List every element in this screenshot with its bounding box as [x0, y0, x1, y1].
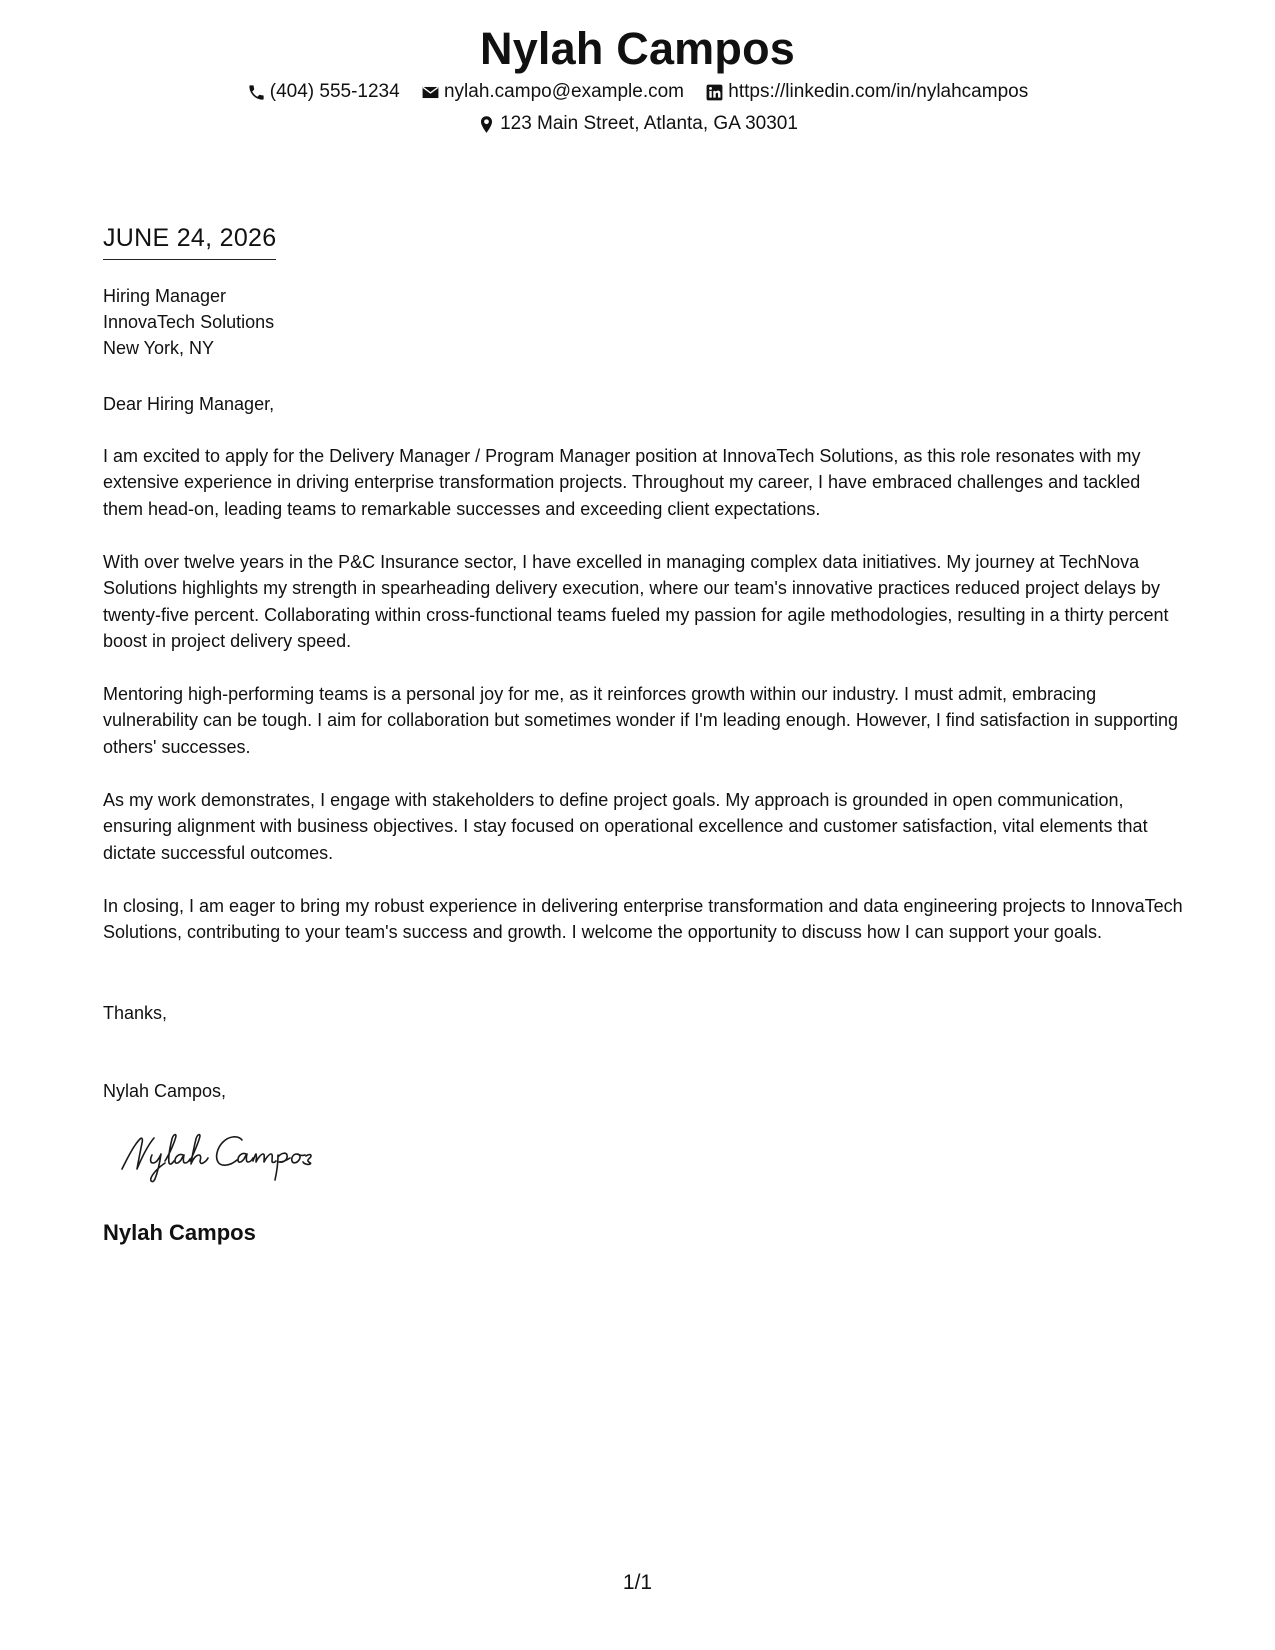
contact-email[interactable] [421, 80, 684, 104]
recipient-block [103, 283, 274, 361]
contact-phone [247, 80, 400, 104]
linkedin-icon [705, 83, 724, 102]
paragraph: I am excited to apply for the Delivery Manager / Program Manager position at InnovaTech Solutions, as this role resonates with my extensive experience in driving enterprise transformation projects. Throughout my career, I have embraced challenges and tackled them head-on, leading teams to remarkable successes and exceeding client expectations. [103, 446, 1141, 519]
paragraph: In closing, I am eager to bring my robust experience in delivering enterprise transformation and data engineering projects to InnovaTech Solutions, contributing to your team's success and growth. I welcome the opportunity to discuss how I can support your goals. [103, 896, 1183, 943]
envelope-icon [421, 83, 440, 102]
paragraph: Mentoring high-performing teams is a personal joy for me, as it reinforces growth within our industry. I must admit, embracing vulnerability can be tough. I aim for collaboration but sometimes wonder if I'm leading enough. However, I find satisfaction in supporting others' successes. [103, 684, 1179, 757]
signed-name: Nylah Campos [103, 1220, 256, 1245]
phone-icon [247, 83, 266, 102]
recipient-title: Hiring Manager [103, 286, 227, 306]
handwritten-signature [118, 1127, 358, 1185]
recipient-company: InnovaTech Solutions [103, 312, 275, 332]
linkedin-url[interactable]: https://linkedin.com/in/nylahcampos [728, 81, 1029, 102]
paragraph: With over twelve years in the P&C Insurance sector, I have excelled in managing complex data initiatives. My journey at TechNova Solutions highlights my strength in spearheading delivery execution, where our team's innovative practices reduced project delays by twenty-five percent. Collaborating within cross-functional teams fueled my passion for agile methodologies, resulting in a thirty percent boost in project delivery speed. [103, 552, 1169, 652]
signer-line: Nylah Campos, [103, 1081, 227, 1101]
email-address[interactable]: nylah.campo@example.com [443, 81, 684, 102]
contact-address [477, 112, 798, 136]
letter-date: JUNE 24, 2026 [103, 223, 276, 260]
phone-number: (404) 555-1234 [269, 81, 400, 102]
salutation: Dear Hiring Manager, [103, 394, 275, 414]
closing: Thanks, [103, 1003, 168, 1023]
recipient-location: New York, NY [103, 338, 215, 358]
contact-row-address [0, 112, 1275, 141]
contact-linkedin[interactable] [705, 80, 1028, 104]
paragraph: As my work demonstrates, I engage with stakeholders to define project goals. My approach is grounded in open communication, ensuring alignment with business objectives. I stay focused on operational excellence and customer satisfaction, vital elements that dictate successful outcomes. [103, 790, 1148, 863]
map-marker-icon [477, 115, 496, 134]
applicant-name: Nylah Campos [480, 23, 795, 74]
page-number: 1/1 [622, 1571, 653, 1594]
street-address: 123 Main Street, Atlanta, GA 30301 [500, 113, 798, 134]
contact-row-primary [0, 80, 1275, 109]
